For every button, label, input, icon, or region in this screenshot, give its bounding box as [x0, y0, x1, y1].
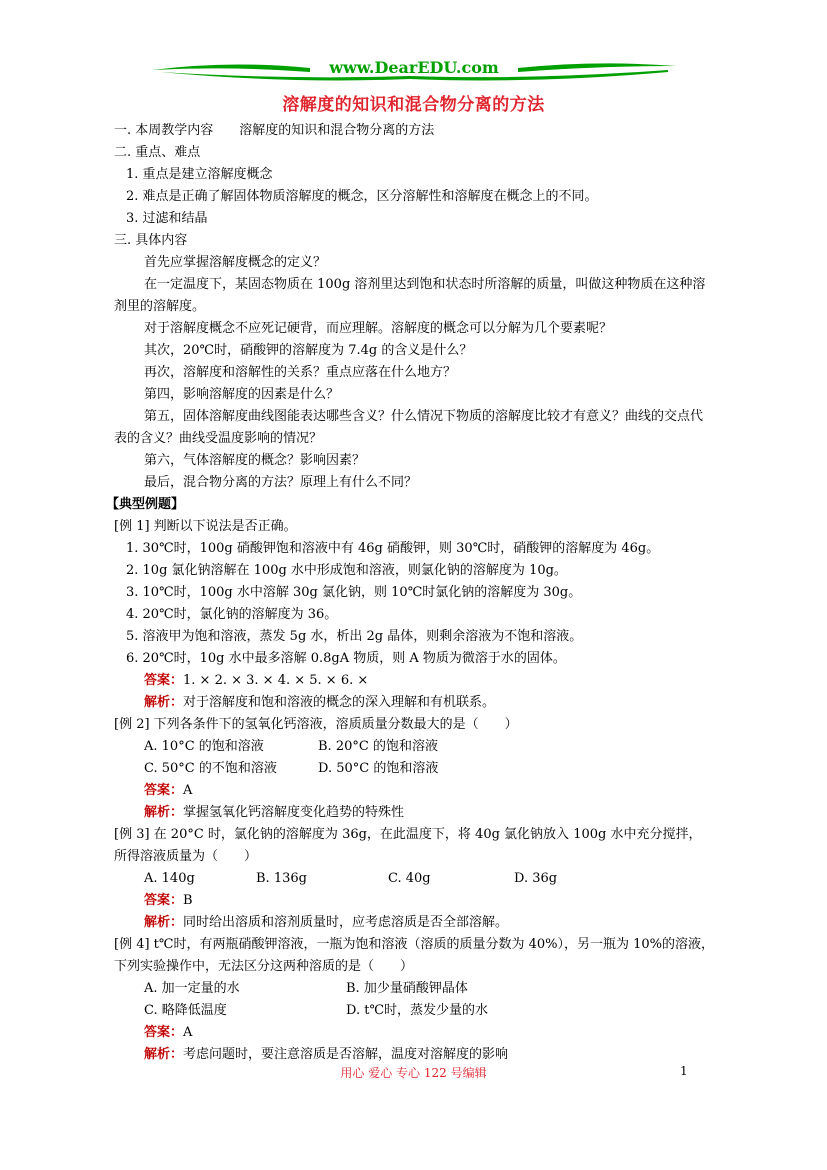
- example-2-analysis: [114, 802, 714, 824]
- content-paragraph: 第四，影响溶解度的因素是什么？: [144, 387, 340, 402]
- option: B. 20°C 的饱和溶液: [318, 739, 438, 754]
- example-2-options-row: [114, 758, 714, 780]
- example-1-answer: [114, 670, 714, 692]
- analysis-label: 解析：: [144, 695, 184, 710]
- page-number: 1: [680, 1064, 688, 1078]
- content-paragraph: 第六，气体溶解度的概念？影响因素？: [144, 453, 366, 468]
- option: C. 40g: [388, 871, 431, 886]
- header-logo: [150, 54, 678, 90]
- content-paragraph: 其次，20℃时，硝酸钾的溶解度为 7.4g 的含义是什么？: [144, 343, 473, 358]
- example-4-question: [例 4] t℃时，有两瓶硝酸钾溶液，一瓶为饱和溶液（溶质的质量分数为 40%），另一瓶为 10%的溶液，下列实验操作中，无法区分这两种溶质的是（ ）: [114, 937, 715, 974]
- analysis-text: 同时给出溶质和溶剂质量时，应考虑溶质是否全部溶解。: [183, 915, 509, 930]
- example-2-question: [例 2] 下列各条件下的氢氧化钙溶液，溶质质量分数最大的是（ ）: [114, 717, 518, 732]
- example-3-options-row: [114, 868, 714, 890]
- analysis-label: 解析：: [144, 805, 184, 820]
- answer-text: A: [183, 1025, 193, 1040]
- option: B. 加少量硝酸钾晶体: [346, 981, 468, 996]
- content-paragraph: 首先应掌握溶解度概念的定义？: [144, 255, 327, 270]
- example-1-item: 2. 10g 氯化钠溶解在 100g 水中形成饱和溶液，则氯化钠的溶解度为 10g。: [126, 563, 567, 578]
- point-item: 3. 过滤和结晶: [126, 211, 208, 226]
- content-paragraph: 最后，混合物分离的方法？原理上有什么不同？: [144, 475, 418, 490]
- answer-label: 答案：: [144, 673, 184, 688]
- page-title: 溶解度的知识和混合物分离的方法: [282, 95, 545, 115]
- answer-label: 答案：: [144, 1025, 184, 1040]
- example-2-answer: [114, 780, 714, 802]
- example-1-analysis: [114, 692, 714, 714]
- option: C. 略降低温度: [144, 1003, 227, 1018]
- content-paragraph: 再次，溶解度和溶解性的关系？重点应落在什么地方？: [144, 365, 457, 380]
- footer-text: 用心 爱心 专心 122 号编辑: [340, 1066, 487, 1080]
- document-body: [106, 120, 715, 1066]
- point-item: 1. 重点是建立溶解度概念: [126, 167, 273, 182]
- analysis-text: 考虑问题时，要注意溶质是否溶解，温度对溶解度的影响: [183, 1047, 509, 1062]
- point-item: 2. 难点是正确了解固体物质溶解度的概念，区分溶解性和溶解度在概念上的不同。: [126, 189, 598, 204]
- option: A. 加一定量的水: [144, 981, 240, 996]
- answer-label: 答案：: [144, 783, 184, 798]
- option: B. 136g: [256, 871, 307, 886]
- answer-text: 1. × 2. × 3. × 4. × 5. × 6. ×: [183, 673, 369, 688]
- example-4-options-row: [114, 1000, 714, 1022]
- example-4-analysis: [114, 1044, 714, 1066]
- answer-text: A: [183, 783, 193, 798]
- example-1-item: 6. 20℃时，10g 水中最多溶解 0.8gA 物质，则 A 物质为微溶于水的固体。: [126, 651, 566, 666]
- content-paragraph: 第五，固体溶解度曲线图能表达哪些含义？什么情况下物质的溶解度比较才有意义？曲线的交点代表的含义？曲线受温度影响的情况？: [114, 409, 704, 446]
- section-heading-1: 一. 本周教学内容 溶解度的知识和混合物分离的方法: [114, 123, 435, 138]
- analysis-text: 掌握氢氧化钙溶解度变化趋势的特殊性: [183, 805, 405, 820]
- example-3-analysis: [114, 912, 714, 934]
- content-paragraph: 在一定温度下，某固态物质在 100g 溶剂里达到饱和状态时所溶解的质量，叫做这种物质在这种溶剂里的溶解度。: [114, 277, 706, 314]
- logo-text: www.DearEDU.com: [329, 58, 499, 77]
- example-1-question: [例 1] 判断以下说法是否正确。: [114, 519, 297, 534]
- answer-text: B: [183, 893, 193, 908]
- example-1-item: 3. 10℃时，100g 水中溶解 30g 氯化钠，则 10℃时氯化钠的溶解度为 30g。: [126, 585, 582, 600]
- option: D. 50°C 的饱和溶液: [318, 761, 439, 776]
- example-1-item: 4. 20℃时，氯化钠的溶解度为 36。: [126, 607, 338, 622]
- content-paragraph: 对于溶解度概念不应死记硬背，而应理解。溶解度的概念可以分解为几个要素呢？: [144, 321, 613, 336]
- example-3-question: [例 3] 在 20°C 时，氯化钠的溶解度为 36g，在此温度下，将 40g 氯化钠放入 100g 水中充分搅拌，所得溶液质量为（ ）: [114, 827, 702, 864]
- option: D. 36g: [514, 871, 558, 886]
- example-4-answer: [114, 1022, 714, 1044]
- example-1-item: 5. 溶液甲为饱和溶液，蒸发 5g 水，析出 2g 晶体，则剩余溶液为不饱和溶液。: [126, 629, 583, 644]
- option: A. 140g: [144, 871, 195, 886]
- analysis-label: 解析：: [144, 1047, 184, 1062]
- option: C. 50°C 的不饱和溶液: [144, 761, 277, 776]
- examples-heading: 【典型例题】: [106, 497, 185, 512]
- option: D. t℃时，蒸发少量的水: [346, 1003, 488, 1018]
- section-heading-2: 二. 重点、难点: [114, 145, 201, 160]
- example-3-answer: [114, 890, 714, 912]
- example-4-options-row: [114, 978, 714, 1000]
- answer-label: 答案：: [144, 893, 184, 908]
- analysis-label: 解析：: [144, 915, 184, 930]
- section-heading-3: 三. 具体内容: [114, 233, 188, 248]
- example-2-options-row: [114, 736, 714, 758]
- option: A. 10°C 的饱和溶液: [144, 739, 264, 754]
- analysis-text: 对于溶解度和饱和溶液的概念的深入理解和有机联系。: [183, 695, 496, 710]
- example-1-item: 1. 30℃时，100g 硝酸钾饱和溶液中有 46g 硝酸钾，则 30℃时，硝酸钾的溶解度为 46g。: [126, 541, 660, 556]
